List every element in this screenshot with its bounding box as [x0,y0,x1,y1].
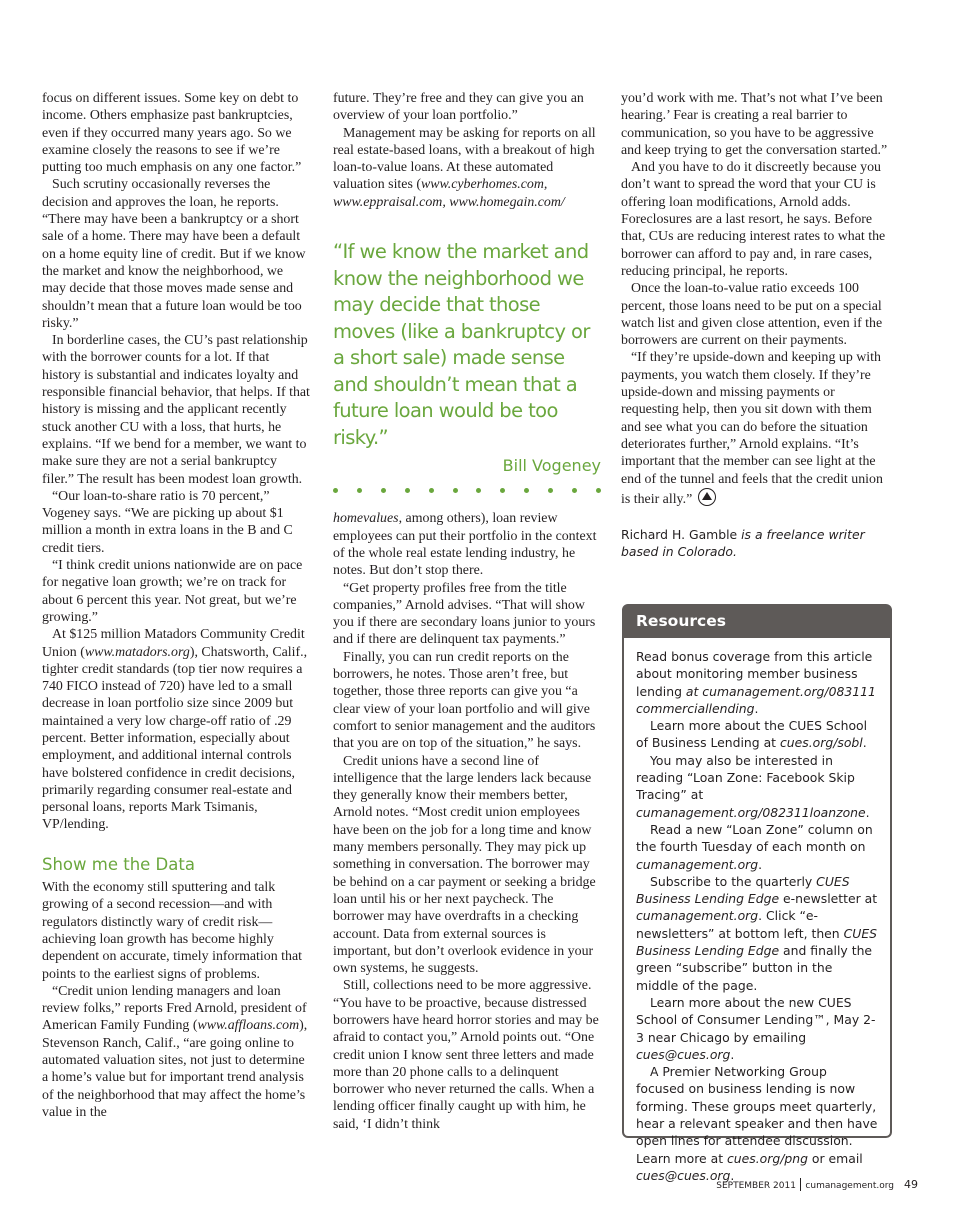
dot-divider [333,488,601,498]
footer-divider [800,1178,802,1191]
paragraph: focus on different issues. Some key on debt to income. Others emphasize past bankruptcies, even if they occurred many years ago. So we examine closely the reasons to see if we’re putting too much emphasis on any one factor.” [42,91,302,176]
pull-quote-block [333,239,601,498]
cues-end-mark-icon [698,488,716,506]
divider-dot [357,488,362,493]
divider-dot [333,488,338,493]
text: ), Stevenson Ranch, Calif., “are going online to automated valuation sites, not just to determine a home’s value but for important trend analysis of the neighborhood that may affect the home’s value in the [42,1018,308,1120]
page-footer [716,1178,918,1191]
text: , among others), loan review employees can put their portfolio in the context of the whole real estate lending industry, he notes. But don’t stop there. [333,511,597,579]
resource-item [636,821,878,873]
article-column-2 [333,90,601,1133]
text: Read a new “Loan Zone” column on the fourth Tuesday of each month on [636,821,873,855]
paragraph: “Our loan-to-share ratio is 70 percent,” Vogeney says. “We are picking up about $1 million a month in extra loans in the B and C credit tiers. [42,488,293,556]
pull-quote: “If we know the market and know the neighborhood we may decide that those moves (like a bankruptcy or a short sale) made sense and shouldn’t mean that a future loan would be too risky.” [333,240,590,449]
text: ), Chatsworth, Calif., tighter credit standards (top tier now requires a 740 FICO instead of 720) have led to a small decrease in loan portfolio size since 2009 but maintained a very low charge-off ratio of .29 percent. Better information, especially about employment, and additional internal controls have bolstered confidence in credit decisions, primarily regarding consumer real-estate and personal loans, reports Mark Tsimanis, VP/lending. [42,644,308,833]
author-description: is a freelance writer based in Colorado. [621,527,865,560]
text: “If they’re upside-down and keeping up with payments, you watch them closely. If they’re upside-down and missing payments or requesting help, then you sit down with them and see what you can do before the situation deteriorates further,” Arnold explains. “It’s important that the member can see light at the end of the tunnel and feels that the credit union is their ally.” [621,350,883,507]
text: . [758,856,763,872]
divider-dot [548,488,553,493]
text: Subscribe to the quarterly [650,873,817,889]
paragraph: Credit unions have a second line of intelligence that the large lenders lack because they generally know their members better, Arnold notes. “Most credit union employees have been on the job for a long time and know many members personally. They may pick up something in conversation. The borrower may be behind on a car payment or seeking a bridge loan until his or her next paycheck. The borrower may have overdrafts in a checking account. Data from external sources is important, but don’t overlook evidence in your own systems, he suggests. [333,753,596,977]
issue-date: SEPTEMBER 2011 [716,1181,796,1191]
divider-dot [453,488,458,493]
resource-item [636,873,878,994]
author-bio [621,526,891,560]
text: . Click “e-newsletters” at bottom left, then [636,908,844,941]
text: Learn more about the CUES School of Business Lending at [636,718,868,751]
resource-item [636,752,878,821]
link-email-cues[interactable]: cues@cues.org [636,1046,731,1062]
section-heading: Show me the Data [42,854,195,874]
paragraph: In borderline cases, the CU’s past relationship with the borrower counts for a lot. If that history is substantial and indicates loyalty and responsible financial behavior, that helps. If that history is missing and the applicant recently stuck another CU with a loss, that hurts, he explains. “If we bend for a member, we want to make sure they are not a serial bankruptcy filer.” The result has been modest loan growth. [42,333,310,487]
paragraph: “Get property profiles free from the title companies,” Arnold advises. “That will show you if there are secondary loans junior to yours and if there are delinquent tax payments.” [333,580,596,648]
divider-dot [429,488,434,493]
text: Read bonus coverage from this article about monitoring member business lending [636,649,873,699]
link-commercial-lending[interactable]: at cumanagement.org/083111 commerciallending [636,683,876,716]
page-number: 49 [904,1178,918,1191]
link-affloans[interactable]: www.affloans.com [197,1018,300,1034]
link-email-cues[interactable]: cues@cues.org [636,1167,731,1183]
paragraph [333,510,601,579]
text: At $125 million Matadors Community Credit Union ( [42,627,305,660]
text: . [754,700,759,716]
text: e-newsletter at [779,891,878,907]
text: CUES Business Lending Edge [636,873,850,907]
resource-item [636,717,878,752]
text: “Credit union lending managers and loan review folks,” reports Fred Arnold, president of American Family Funding ( [42,983,307,1034]
paragraph [42,983,310,1121]
resource-item [636,994,878,1063]
paragraph: With the economy still sputtering and talk growing of a second recession—and with regulators distinctly wary of credit risk—achieving loan growth has become highly dependent on accurate, timely information that points to the earliest signs of problems. [42,880,302,982]
link-homevalues[interactable]: homevalues [333,511,399,527]
text: . [730,1167,735,1183]
text: . [730,1046,735,1062]
divider-dot [500,488,505,493]
text: A Premier Networking Group focused on business lending is now forming. These groups meet quarterly, hear a relevant speaker and then have open lines for attendee discussion. Learn more at [636,1064,878,1166]
paragraph: And you have to do it discreetly because you don’t want to spread the word that your CU is offering loan modifications, Arnold adds. Foreclosures are a last resort, he says. Before that, CUs are reducing interest rates to what the borrower can afford to pay and, in rare cases, reducing principal, he reports. [621,160,886,279]
link-cumanagement[interactable]: cumanagement.org [636,856,759,872]
text: . [862,735,867,751]
author-name: Richard H. Gamble [621,527,738,543]
divider-dot [381,488,386,493]
paragraph: you’d work with me. That’s not what I’ve been hearing.’ Fear is creating a real barrier to communication, so you have to be aggressive and keep trying to get the conversation started.” [621,91,888,158]
link-sobl[interactable]: cues.org/sobl [779,735,863,751]
resource-item [636,1063,878,1184]
resources-body [624,638,890,1184]
footer-site: cumanagement.org [805,1181,894,1191]
resource-item [636,648,878,717]
text: CUES Business Lending Edge [636,925,878,959]
text: You may also be interested in reading “Loan Zone: Facebook Skip Tracing” at [636,752,855,803]
paragraph [333,125,601,211]
resources-title: Resources [624,606,890,638]
text: or email [807,1150,863,1166]
article-column-3 [621,90,891,560]
paragraph: Finally, you can run credit reports on the borrowers, he notes. Those aren’t free, but together, those three reports can give you “a clear view of your loan portfolio and will give comfort to senior management and the auditors that you are on top of the situation,” he says. [333,649,596,752]
divider-dot [524,488,529,493]
paragraph [42,626,310,834]
text: Management may be asking for reports on all real estate-based loans, with a breakout of high loan-to-value loans. At these automated valuation sites ( [333,125,596,193]
link-valuation-sites[interactable]: www.cyberhomes.com, www.eppraisal.com, www.homegain.com/ [333,177,565,210]
link-png[interactable]: cues.org/png [727,1150,808,1166]
paragraph: future. They’re free and they can give you an overview of your loan portfolio.” [333,91,584,124]
divider-dot [405,488,410,493]
link-matadors[interactable]: www.matadors.org [84,644,190,660]
paragraph [621,349,891,508]
pull-quote-attribution: Bill Vogeney [502,456,601,476]
divider-dot [596,488,601,493]
paragraph: Once the loan-to-value ratio exceeds 100 percent, those loans need to be put on a special watch list and given close attention, even if the borrowers are current on their payments. [621,281,883,349]
divider-dot [572,488,577,493]
link-loanzone[interactable]: cumanagement.org/082311loanzone [636,804,866,820]
paragraph: Still, collections need to be more aggressive. “You have to be proactive, because distressed borrowers have heard horror stories and may be afraid to contact you,” Arnold points out. “One credit union I know sent three letters and made more than 20 phone calls to a delinquent borrower who never returned the calls. When a lending officer finally caught up with him, he said, ‘I didn’t think [333,978,599,1132]
article-column-1 [42,90,310,1121]
text: and finally the green “subscribe” button in the middle of the page. [636,943,873,993]
link-cumanagement[interactable]: cumanagement.org [636,908,759,924]
text: Learn more about the new CUES School of Consumer Lending™, May 2-3 near Chicago by emailing [636,994,876,1045]
paragraph: Such scrutiny occasionally reverses the decision and approves the loan, he reports. “There may have been a bankruptcy or a short sale of a home. There may have been a default on a home equity line of credit. But if we know the market and know the neighborhood, we may decide that those moves made sense and shouldn’t mean that a future loan would be too risky.” [42,177,306,331]
paragraph: “I think credit unions nationwide are on pace for negative loan growth; we’re on track for about 6 percent this year. Not great, but we’re growing.” [42,558,303,625]
text: . [865,804,870,820]
resources-sidebar [622,604,892,1183]
divider-dot [476,488,481,493]
